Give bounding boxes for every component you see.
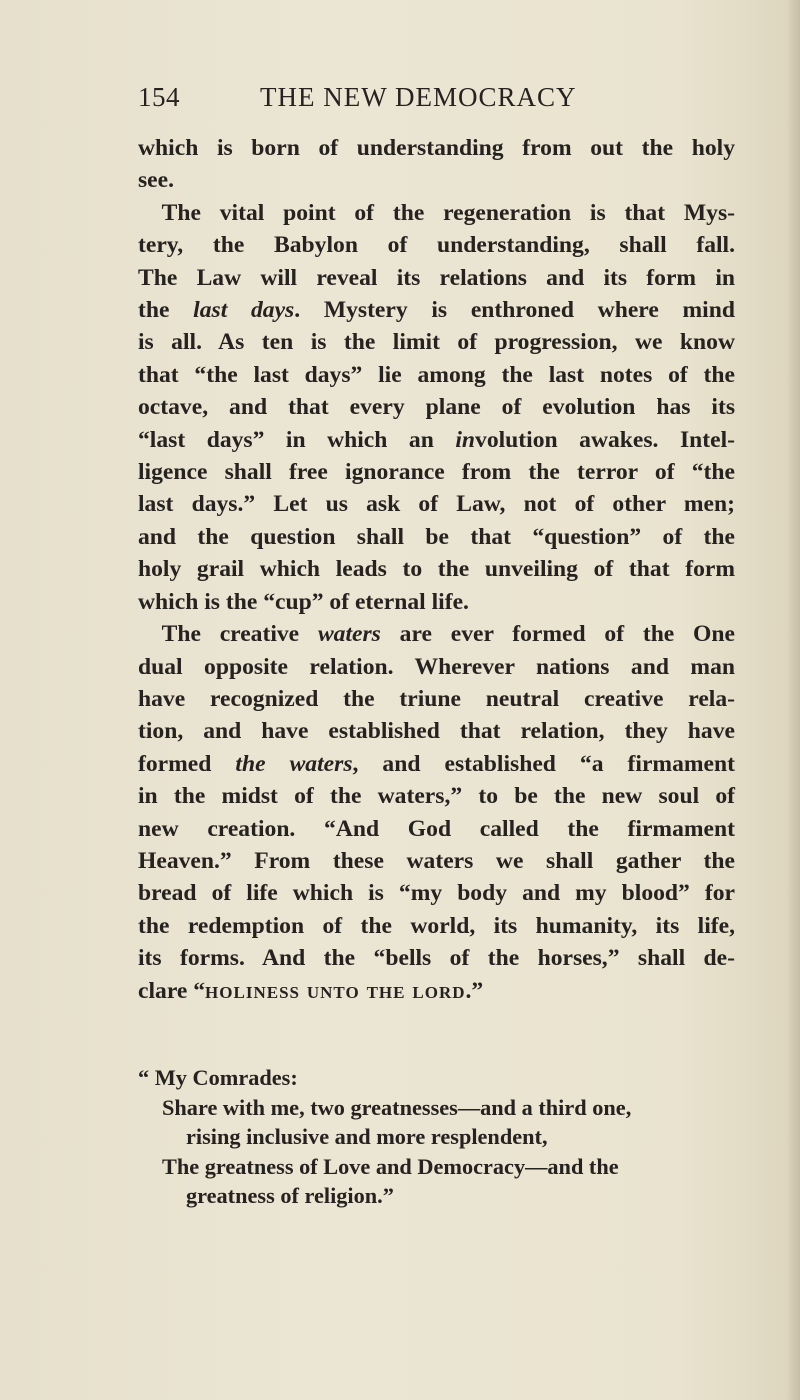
quote-line: The greatness of Love and Democracy—and the	[162, 1153, 619, 1179]
text-line: have recognized the triune neutral creative rela-	[138, 685, 735, 712]
text-line: which is born of understanding from out the holy	[138, 135, 735, 161]
text-line: formed the waters, and established “a firmament	[138, 750, 735, 777]
italic-emphasis: last days	[193, 297, 295, 324]
text-line: clare “holiness unto the lord.”	[138, 977, 484, 1004]
italic-emphasis: in	[455, 426, 476, 453]
page-number: 154	[138, 82, 180, 112]
page-edge-shadow	[786, 0, 800, 1400]
body-text	[138, 132, 735, 1007]
text-line: holy grail which leads to the unveiling of that form	[138, 556, 735, 583]
text-line: Heaven.” From these waters we shall gather the	[138, 847, 735, 874]
block-quote	[138, 1063, 735, 1211]
text-line: is all. As ten is the limit of progression, we know	[138, 329, 735, 356]
text-line: The vital point of the regeneration is that Mys-	[161, 199, 735, 226]
text-line: that “the last days” lie among the last notes of the	[138, 361, 735, 388]
small-caps-phrase: holiness unto the lord	[205, 977, 466, 1004]
page-header	[138, 82, 728, 122]
text-line: tery, the Babylon of understanding, shall fall.	[138, 232, 735, 259]
italic-emphasis: waters	[317, 621, 381, 648]
italic-emphasis: the waters	[235, 750, 353, 777]
quote-line: greatness of religion.”	[186, 1183, 394, 1209]
text-line: the redemption of the world, its humanity, its life,	[138, 912, 735, 939]
quote-line: rising inclusive and more resplendent,	[186, 1124, 548, 1150]
running-head: THE NEW DEMOCRACY	[260, 82, 577, 112]
text-line: and the question shall be that “question” of the	[138, 523, 735, 550]
text-line: bread of life which is “my body and my blood” for	[138, 880, 735, 907]
quote-line: Share with me, two greatnesses—and a third one,	[162, 1094, 632, 1120]
text-line: tion, and have established that relation, they have	[138, 718, 735, 745]
text-line: “last days” in which an involution awakes. Intel-	[138, 426, 736, 453]
text-line: octave, and that every plane of evolution has its	[138, 394, 735, 421]
text-line: the last days. Mystery is enthroned where mind	[138, 297, 735, 324]
text-line: The creative waters are ever formed of the One	[161, 621, 735, 648]
text-line: The Law will reveal its relations and its form in	[138, 264, 735, 291]
quote-line: “ My Comrades:	[138, 1065, 298, 1090]
text-line: last days.” Let us ask of Law, not of other men;	[138, 491, 735, 518]
text-line: see.	[138, 167, 175, 194]
text-line: which is the “cup” of eternal life.	[138, 588, 469, 615]
text-line: ligence shall free ignorance from the terror of “the	[138, 459, 735, 486]
text-line: in the midst of the waters,” to be the new soul of	[138, 783, 735, 810]
text-line: dual opposite relation. Wherever nations and man	[138, 653, 735, 680]
text-line: new creation. “And God called the firmament	[138, 815, 735, 842]
text-line: its forms. And the “bells of the horses,” shall de-	[138, 945, 735, 972]
